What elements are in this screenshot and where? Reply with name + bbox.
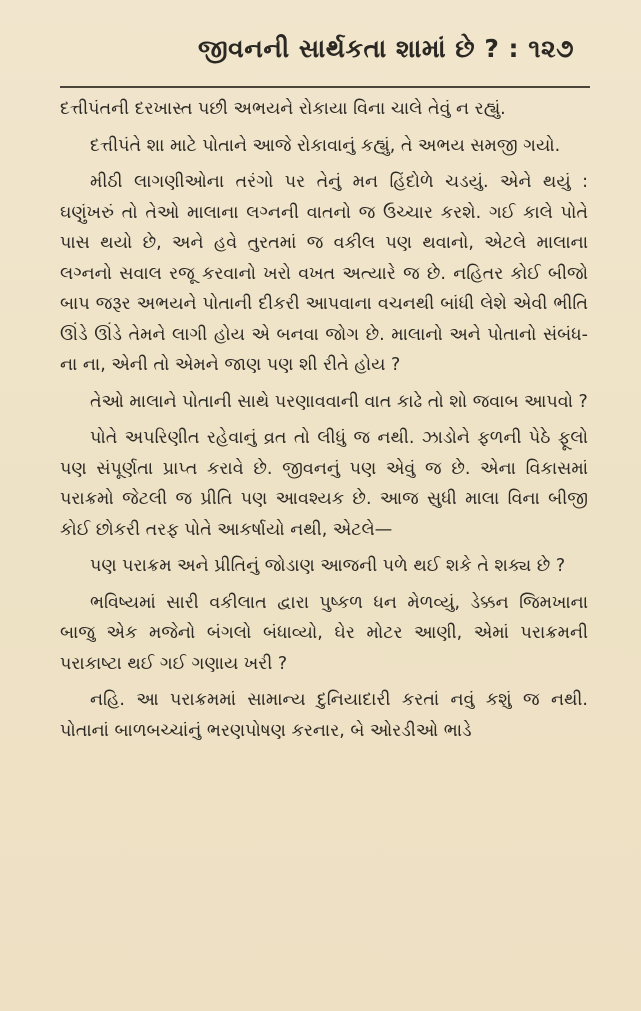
- header-rule: [60, 86, 590, 88]
- running-head: જીવનની સાર્થકતા શામાં છે ? : ૧૨૭: [198, 34, 575, 63]
- paragraph: નહિ. આ પરાક્રમમાં સામાન્ય દુનિયાદારી કરતાં નવું કશું જ નથી. પોતાનાં બાળબચ્ચાંનું ભરણપોષણ કરનાર, બે ઓરડીઓ ભાડે: [60, 690, 588, 741]
- paragraph: દત્તીપંતે શા માટે પોતાને આજે રોકાવાનું કહ્યું, તે અભય સમજી ગયો.: [90, 135, 561, 156]
- paragraph: તેઓ માલાને પોતાની સાથે પરણાવવાની વાત કાઢે તો શો જવાબ આપવો ?: [90, 391, 588, 412]
- page-body: [60, 94, 588, 752]
- paragraph: ભવિષ્યમાં સારી વકીલાત દ્વારા પુષ્કળ ધન મેળવ્યું, ડેક્કન જિમખાના બાજુ એક મજેનો બંગલો બંધાવ્યો, ઘેર મોટર આણી, એમાં પરાક્રમની પરાકાષ્ટા થઈ ગઈ ગણાય ખરી ?: [60, 592, 588, 674]
- paragraph: દત્તીપંતની દરખાસ્ત પછી અભયને રોકાયા વિના ચાલે તેવું ન રહ્યું.: [60, 99, 506, 119]
- paragraph: પોતે અપરિણીત રહેવાનું વ્રત તો લીધું જ નથી. ઝાડોને ફળની પેઠે ફૂલો પણ સંપૂર્ણતા પ્રાપ્ત કરાવે છે. જીવનનું પણ એવું જ છે. એના વિકાસમાં પરાક્રમો જેટલી જ પ્રીતિ પણ આવશ્યક છે. આજ સુધી માલા વિના બીજી કોઈ છોકરી તરફ પોતે આકર્ષાયો નથી, એટલે—: [60, 428, 588, 540]
- paragraph: મીઠી લાગણીઓના તરંગો પર તેનું મન હિંદોળે ચડયું. એને થયું : ઘણુંખરું તો તેઓ માલાના લગ્નની વાતનો જ ઉચ્ચાર કરશે. ગઈ કાલે પોતે પાસ થયો છે, અને હવે તુરતમાં જ વકીલ પણ થવાનો, એટલે માલાના લગ્નનો સવાલ રજૂ કરવાનો ખરો વખત અત્યારે જ છે. નહિતર કોઈ બીજો બાપ જરૂર અભયને પોતાની દીકરી આપવાના વચનથી બાંધી લેશે એવી ભીતિ ઊંડે ઊંડે તેમને લાગી હોય એ બનવા જોગ છે. માલાનો અને પોતાનો સંબંધ-ના ના, એની તો એમને જાણ પણ શી રીતે હોય ?: [60, 172, 588, 375]
- paragraph: પણ પરાક્રમ અને પ્રીતિનું જોડાણ આજની પળે થઈ શકે તે શક્ય છે ?: [90, 556, 566, 576]
